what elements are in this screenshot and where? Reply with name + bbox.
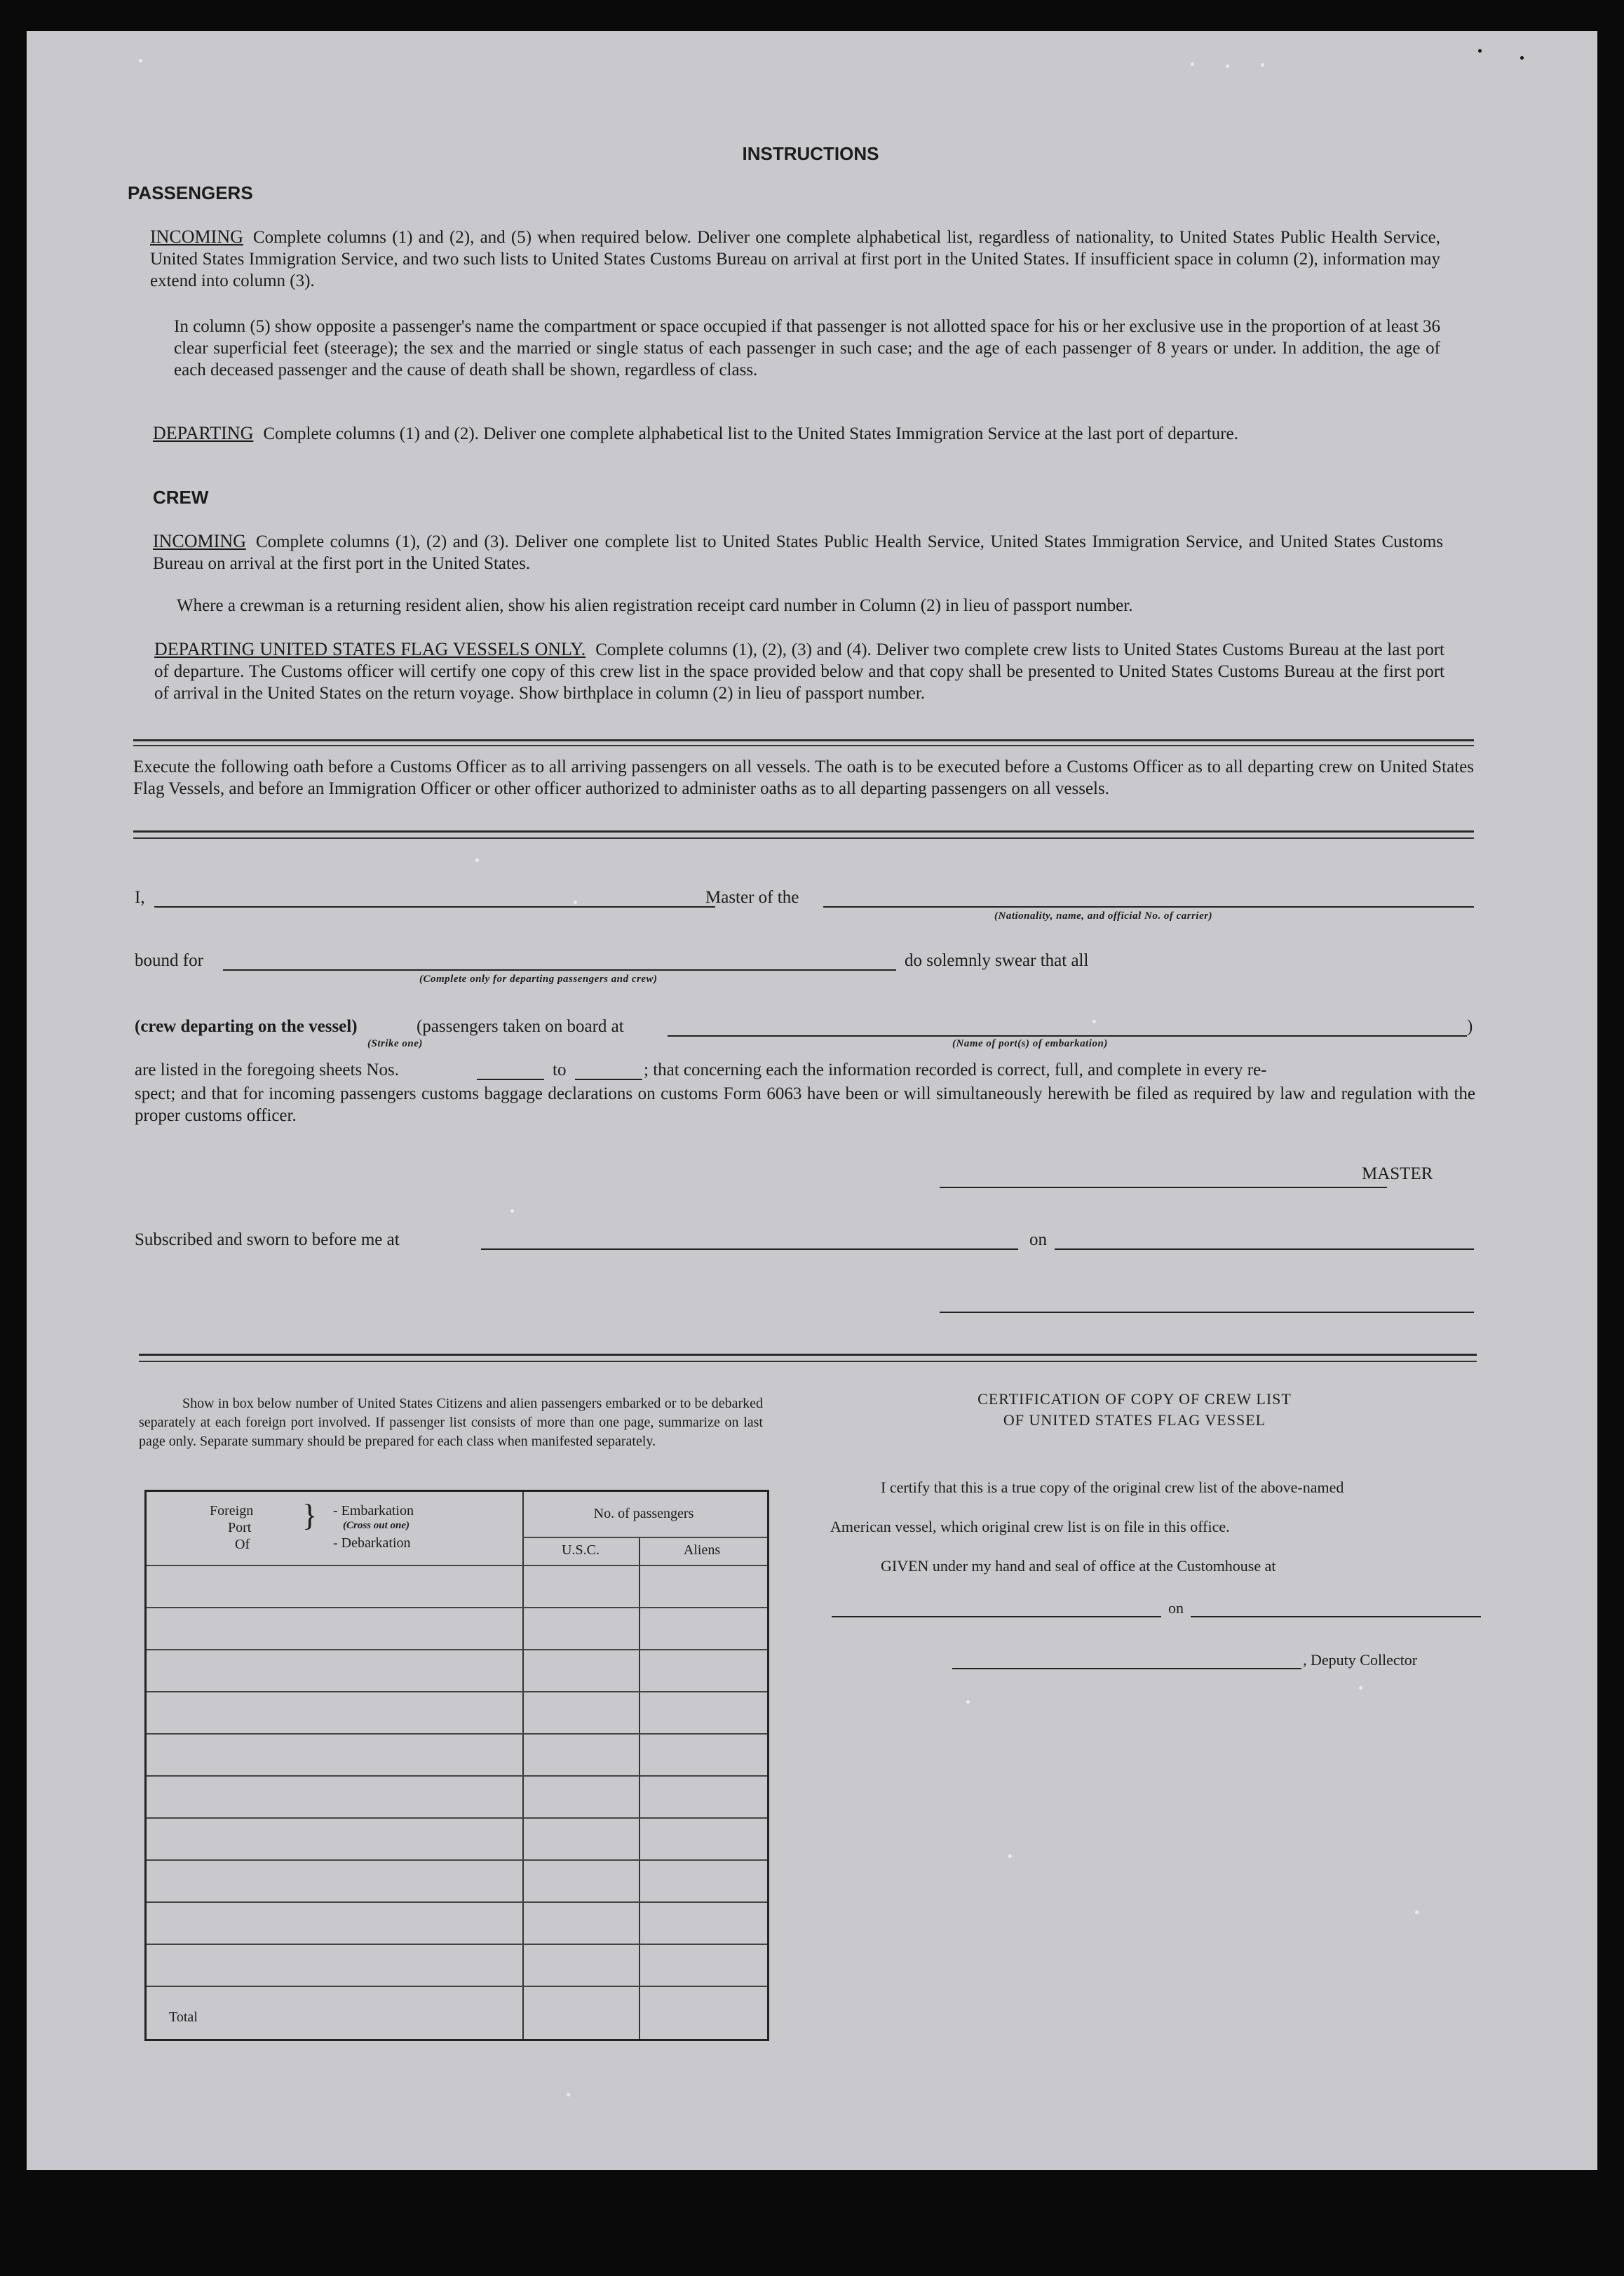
divider	[133, 739, 1474, 741]
certification-line-1: I certify that this is a true copy of the original crew list of the above-named	[881, 1479, 1344, 1496]
table-row	[147, 1859, 767, 1861]
table-divider	[639, 1538, 640, 2039]
crew-heading: CREW	[153, 487, 209, 508]
certification-line-3: GIVEN under my hand and seal of office at the Customhouse at	[881, 1557, 1276, 1575]
oath-crew-departing: (crew departing on the vessel)	[135, 1017, 358, 1036]
crew-incoming-text: Complete columns (1), (2) and (3). Deliver one complete list to United States Public Health Service, United States Immigration Service, and United States Customs Bureau on arrival at the first port in the United States.	[153, 532, 1443, 573]
table-row	[147, 1691, 767, 1692]
table-row	[147, 1775, 767, 1777]
passengers-departing-block	[153, 422, 1443, 445]
oath-listed-suffix: ; that concerning each the information recorded is correct, full, and complete in every re-	[644, 1060, 1267, 1079]
speck	[139, 59, 142, 62]
oath-bound-for: bound for	[135, 951, 203, 970]
header-usc: U.S.C.	[562, 1542, 600, 1558]
table-row	[147, 1607, 767, 1608]
bound-for-field[interactable]	[223, 969, 896, 971]
carrier-caption: (Nationality, name, and official No. of carrier)	[994, 910, 1213, 922]
header-aliens: Aliens	[683, 1542, 721, 1558]
passengers-column5-text: In column (5) show opposite a passenger's name the compartment or space occupied if that passenger is not allotted space for his or her exclusive use in the proportion of at least 36 clear superficial feet (steerage); the sex and the married or single status of each passenger in such case; and the age of each passenger of 8 years or under. In addition, the age of each deceased passenger and the cause of death shall be shown, regardless of class.	[174, 317, 1440, 379]
customhouse-field[interactable]	[832, 1616, 1161, 1617]
divider	[139, 1354, 1477, 1356]
bound-caption: (Complete only for departing passengers and crew)	[419, 974, 658, 985]
speck	[1226, 65, 1229, 68]
table-row	[147, 1986, 767, 1987]
total-label: Total	[169, 2009, 198, 2025]
port-caption: (Name of port(s) of embarkation)	[952, 1038, 1108, 1049]
table-row	[147, 1733, 767, 1735]
oath-subscribed: Subscribed and sworn to before me at	[135, 1230, 400, 1249]
oath-instruction: Execute the following oath before a Customs Officer as to all arriving passengers on all vessels. The oath is to be executed before a Customs Officer as to all departing crew on United States Flag Vessels, and before an Immigration Officer or other officer authorized to administer oaths as to all departing passengers on all vessels.	[133, 757, 1474, 798]
passengers-heading: PASSENGERS	[128, 182, 253, 203]
crew-departing-block	[154, 638, 1444, 704]
table-row	[147, 1649, 767, 1650]
passenger-summary-table	[144, 1490, 769, 2041]
table-divider	[522, 1537, 767, 1538]
header-port: Port	[228, 1520, 252, 1535]
oath-close-paren: )	[1467, 1017, 1473, 1036]
sworn-date-field[interactable]	[1055, 1248, 1474, 1250]
page-title: INSTRUCTIONS	[742, 143, 879, 164]
embarkation-port-field[interactable]	[668, 1035, 1467, 1037]
speck	[1415, 1911, 1419, 1914]
passengers-departing-label: DEPARTING	[153, 423, 254, 443]
certification-line-2: American vessel, which original crew list is on file in this office.	[830, 1518, 1230, 1535]
oath-on-label: on	[1029, 1230, 1047, 1249]
certification-title-1: CERTIFICATION OF COPY OF CREW LIST	[977, 1390, 1292, 1408]
deputy-collector-label: , Deputy Collector	[1303, 1651, 1418, 1669]
sheet-to-field[interactable]	[575, 1079, 642, 1080]
divider	[133, 837, 1474, 839]
speck	[1261, 63, 1264, 67]
oath-swear: do solemnly swear that all	[905, 951, 1089, 970]
speck	[1478, 49, 1482, 53]
passengers-incoming-block	[150, 226, 1440, 292]
header-embarkation: - Embarkation	[333, 1503, 414, 1519]
table-row	[147, 1901, 767, 1903]
speck	[1359, 1686, 1362, 1690]
speck	[1191, 62, 1194, 66]
certification-date-field[interactable]	[1191, 1616, 1481, 1617]
crew-incoming-block	[153, 530, 1443, 574]
speck	[1520, 56, 1524, 60]
divider	[133, 745, 1474, 746]
oath-listed-to: to	[553, 1060, 567, 1079]
summary-instruction: Show in box below number of United States Citizens and alien passengers embarked or to be debarked separately at each foreign port involved. If passenger list consists of more than one page, summarize on last page only. Separate summary should be prepared for each class when manifested separately.	[139, 1396, 763, 1449]
speck	[1008, 1854, 1012, 1858]
header-of: Of	[235, 1537, 250, 1552]
header-debarkation: - Debarkation	[333, 1535, 411, 1551]
crew-resident-text: Where a crewman is a returning resident alien, show his alien registration receipt card number in Column (2) in lieu of passport number.	[177, 596, 1133, 615]
header-brace: }	[302, 1498, 318, 1533]
sworn-place-field[interactable]	[481, 1248, 1018, 1250]
divider	[133, 830, 1474, 833]
speck	[966, 1700, 970, 1704]
table-divider	[522, 1492, 524, 2039]
officer-signature-field[interactable]	[940, 1312, 1474, 1313]
oath-master-label: MASTER	[1362, 1164, 1433, 1183]
oath-listed-rest: spect; and that for incoming passengers customs baggage declarations on customs Form 6063 have been or will simultaneously herewith be filed as required by law and regulation with the proper customs officer.	[135, 1084, 1475, 1125]
master-name-field[interactable]	[154, 906, 715, 908]
passengers-departing-text: Complete columns (1) and (2). Deliver one complete alphabetical list to the United States Immigration Service at the last port of departure.	[263, 424, 1238, 443]
crew-departing-text: Complete columns (1), (2), (3) and (4). Deliver two complete crew lists to United States Customs Bureau at the last port of departure. The Customs officer will certify one copy of this crew list in the space provided below and that copy shall be presented to United States Customs Bureau at the first port of arrival in the United States on the return voyage. Show birthplace in column (2) in lieu of passport number.	[154, 640, 1444, 703]
header-foreign: Foreign	[210, 1503, 254, 1519]
table-divider	[147, 1565, 767, 1566]
sheet-from-field[interactable]	[477, 1079, 544, 1080]
strike-caption: (Strike one)	[367, 1038, 423, 1049]
oath-listed-prefix: are listed in the foregoing sheets Nos.	[135, 1060, 399, 1079]
speck	[1092, 1020, 1096, 1023]
header-cross-out: (Cross out one)	[343, 1520, 410, 1531]
divider	[139, 1361, 1477, 1362]
speck	[574, 901, 577, 904]
speck	[475, 858, 479, 862]
master-signature-field[interactable]	[940, 1187, 1387, 1188]
table-row	[147, 1817, 767, 1819]
document-page	[27, 31, 1597, 2170]
crew-incoming-label: INCOMING	[153, 531, 246, 551]
table-row	[147, 1944, 767, 1945]
oath-passengers-taken: (passengers taken on board at	[417, 1017, 624, 1036]
crew-departing-label: DEPARTING UNITED STATES FLAG VESSELS ONLY.	[154, 639, 586, 659]
speck	[567, 2093, 570, 2096]
speck	[510, 1209, 514, 1213]
passengers-incoming-label: INCOMING	[150, 227, 243, 247]
certification-on-label: on	[1168, 1599, 1184, 1617]
deputy-signature-field[interactable]	[952, 1668, 1301, 1669]
certification-title-2: OF UNITED STATES FLAG VESSEL	[1003, 1411, 1266, 1429]
passengers-incoming-text: Complete columns (1) and (2), and (5) when required below. Deliver one complete alphabetical list, regardless of nationality, to United States Public Health Service, United States Immigration Service, and two such lists to United States Customs Bureau on arrival at first port in the United States. If insufficient space in column (2), information may extend into column (3).	[150, 228, 1440, 290]
header-no-of-passengers: No. of passengers	[593, 1506, 694, 1521]
carrier-field[interactable]	[823, 906, 1474, 908]
oath-i-label: I,	[135, 888, 145, 907]
oath-master-of-the: Master of the	[705, 888, 799, 907]
